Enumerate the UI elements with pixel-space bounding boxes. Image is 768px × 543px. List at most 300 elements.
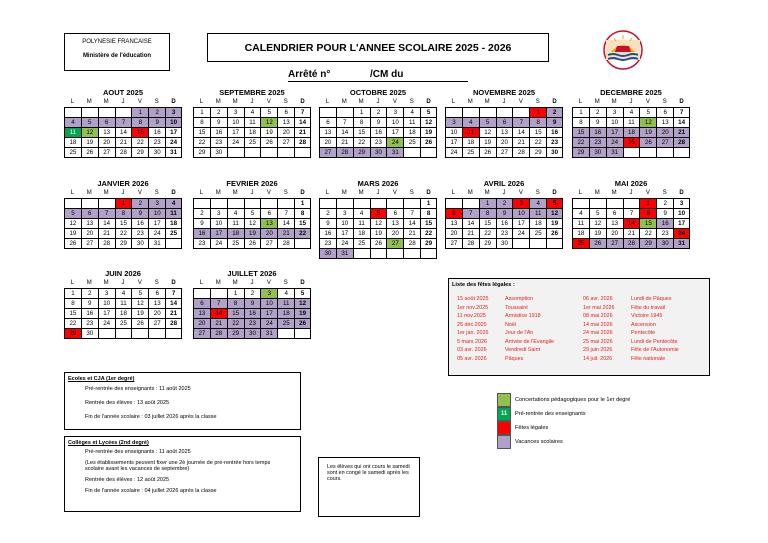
month-8 [445, 178, 563, 249]
empty-cell [227, 198, 244, 208]
day-cell: 20 [81, 228, 98, 238]
day-cell: 18 [115, 308, 132, 318]
day-cell: 3 [210, 208, 227, 218]
weekday-header: D [171, 99, 176, 105]
day-cell: 30 [656, 238, 673, 249]
day-cell: 20 [496, 137, 513, 147]
weekday-header: D [552, 190, 557, 196]
fete-name: Pâques [505, 355, 524, 362]
empty-cell [244, 198, 261, 208]
day-cell: 21 [98, 228, 115, 238]
fete-date: 03 avr. 2026 [457, 347, 487, 353]
weekday-header: M [215, 190, 221, 196]
empty-cell [529, 238, 546, 249]
day-cell: 26 [589, 238, 606, 249]
weekday-header: M [594, 99, 600, 105]
day-cell: 27 [148, 318, 165, 328]
day-cell: 6 [277, 107, 294, 117]
arrete-label: Arrêté n° [288, 69, 331, 80]
empty-cell [403, 147, 420, 158]
empty-cell [98, 107, 115, 117]
weekday-header: D [679, 190, 684, 196]
weekday-header: M [232, 190, 238, 196]
empty-cell [165, 238, 182, 249]
day-cell: 4 [403, 107, 420, 117]
day-cell: 10 [227, 117, 244, 127]
empty-cell [277, 328, 294, 339]
fetes-left-names [505, 295, 554, 363]
day-cell: 1 [193, 107, 210, 117]
day-cell: 13 [148, 298, 165, 308]
day-cell: 16 [656, 218, 673, 228]
fete-name: Noël [505, 321, 517, 328]
day-cell: 13 [656, 117, 673, 127]
day-cell: 4 [165, 198, 182, 208]
day-cell: 12 [131, 298, 148, 308]
day-cell: 21 [673, 127, 690, 137]
day-cell: 19 [546, 218, 563, 228]
empty-cell [639, 147, 656, 158]
day-cell: 25 [244, 137, 261, 147]
day-cell: 22 [529, 137, 546, 147]
day-cell: 29 [353, 147, 370, 158]
day-cell: 22 [479, 228, 496, 238]
day-cell: 1 [64, 288, 81, 298]
day-cell: 27 [319, 147, 336, 158]
day-cell: 25 [572, 238, 589, 249]
day-cell: 7 [277, 208, 294, 218]
empty-cell [294, 147, 311, 158]
day-cell: 25 [277, 318, 294, 328]
day-cell: 28 [623, 238, 640, 249]
day-cell: 20 [656, 127, 673, 137]
day-cell: 13 [260, 218, 277, 228]
day-cell: 30 [81, 328, 98, 339]
day-cell: 23 [148, 137, 165, 147]
day-cell: 1 [353, 107, 370, 117]
day-cell: 18 [277, 308, 294, 318]
samedi-box [318, 457, 420, 517]
day-cell: 16 [244, 308, 261, 318]
day-cell: 23 [81, 318, 98, 328]
day-cell: 3 [386, 107, 403, 117]
day-cell: 30 [210, 147, 227, 158]
day-cell: 17 [673, 218, 690, 228]
day-cell: 4 [353, 208, 370, 218]
day-cell: 13 [193, 308, 210, 318]
weekday-header: M [341, 99, 347, 105]
month-name: JUILLET 2026 [227, 269, 277, 278]
weekday-header: D [300, 190, 305, 196]
day-cell: 23 [193, 238, 210, 249]
day-cell: 14 [165, 298, 182, 308]
empty-cell [606, 198, 623, 208]
day-cell: 28 [336, 147, 353, 158]
day-cell: 5 [639, 107, 656, 117]
day-cell: 3 [512, 198, 529, 208]
month-10 [64, 268, 182, 339]
day-cell: 28 [462, 238, 479, 249]
day-cell: 30 [148, 147, 165, 158]
day-cell: 7 [165, 288, 182, 298]
day-cell: 23 [589, 137, 606, 147]
day-cell: 29 [131, 147, 148, 158]
day-cell: 7 [210, 298, 227, 308]
day-cell: 24 [260, 318, 277, 328]
fete-date: 24 mai 2026 [583, 330, 613, 336]
page-title: CALENDRIER POUR L'ANNEE SCOLAIRE 2025 - 2026 [207, 33, 549, 62]
day-cell: 13 [319, 127, 336, 137]
day-cell: 26 [260, 137, 277, 147]
day-cell: 17 [336, 228, 353, 238]
day-cell: 12 [244, 218, 261, 228]
day-cell: 19 [244, 228, 261, 238]
day-cell: 30 [589, 147, 606, 158]
empty-cell [462, 107, 479, 117]
weekday-header: L [70, 99, 75, 105]
day-cell: 28 [210, 328, 227, 339]
day-cell: 23 [546, 137, 563, 147]
weekday-header: M [341, 190, 347, 196]
month-name: DECEMBRE 2025 [600, 88, 662, 97]
day-cell: 20 [193, 318, 210, 328]
day-cell: 7 [512, 117, 529, 127]
fetes-legales-box [448, 278, 710, 376]
day-cell: 19 [260, 127, 277, 137]
fete-date: 11 nov.2025 [457, 313, 486, 319]
empty-cell [386, 198, 403, 208]
empty-cell [244, 147, 261, 158]
day-cell: 17 [210, 228, 227, 238]
empty-cell [148, 328, 165, 339]
day-cell: 23 [319, 238, 336, 248]
weekday-header: V [137, 190, 142, 196]
day-cell: 30 [370, 147, 387, 158]
day-cell: 8 [353, 117, 370, 127]
empty-cell [260, 198, 277, 208]
day-cell: 6 [386, 208, 403, 218]
day-cell: 22 [420, 228, 437, 238]
weekday-header: S [283, 280, 288, 286]
day-cell: 2 [656, 198, 673, 208]
day-cell: 6 [445, 208, 462, 218]
weekday-header: D [300, 99, 305, 105]
day-cell: 10 [445, 127, 462, 137]
day-cell: 25 [115, 318, 132, 328]
month-grid [319, 189, 437, 259]
day-cell: 3 [148, 198, 165, 208]
day-cell: 6 [496, 117, 513, 127]
empty-cell [353, 248, 370, 259]
fete-name: Fête du travail [631, 304, 666, 311]
day-cell: 14 [277, 218, 294, 228]
day-cell: 11 [623, 117, 640, 127]
day-cell: 20 [260, 228, 277, 238]
day-cell: 17 [445, 137, 462, 147]
day-cell: 16 [81, 308, 98, 318]
day-cell: 11 [529, 208, 546, 218]
month-name: MARS 2026 [357, 179, 399, 188]
day-cell: 8 [639, 208, 656, 218]
empty-cell [165, 328, 182, 339]
weekday-header: D [552, 99, 557, 105]
day-cell: 11 [244, 117, 261, 127]
weekday-header: J [121, 99, 125, 105]
day-cell: 1 [639, 198, 656, 208]
day-cell: 1 [115, 198, 132, 208]
legend-concertation-label: Concertations pédagogiques pour le 1er degré [515, 397, 631, 403]
legend-prerentree [497, 407, 657, 421]
day-cell: 13 [606, 218, 623, 228]
month-name: OCTOBRE 2025 [349, 88, 407, 97]
weekday-header: M [484, 99, 490, 105]
day-cell: 6 [606, 208, 623, 218]
day-cell: 5 [131, 288, 148, 298]
day-cell: 23 [496, 228, 513, 238]
empty-cell [210, 288, 227, 298]
day-cell: 20 [445, 228, 462, 238]
day-cell: 9 [148, 117, 165, 127]
month-grid [319, 98, 437, 158]
weekday-header: M [215, 99, 221, 105]
day-cell: 12 [589, 218, 606, 228]
day-cell: 2 [370, 107, 387, 117]
fete-name: Ascension [631, 321, 656, 328]
day-cell: 27 [606, 238, 623, 249]
empty-cell [512, 107, 529, 117]
day-cell: 25 [529, 228, 546, 238]
day-cell: 2 [589, 107, 606, 117]
day-cell: 13 [277, 117, 294, 127]
day-cell: 20 [98, 137, 115, 147]
empty-cell [131, 328, 148, 339]
day-cell: 3 [673, 198, 690, 208]
day-cell: 17 [165, 127, 182, 137]
day-cell: 28 [673, 137, 690, 147]
day-cell: 3 [260, 288, 277, 298]
day-cell: 5 [589, 208, 606, 218]
day-cell: 15 [294, 218, 311, 228]
day-cell: 10 [673, 208, 690, 218]
month-grid [193, 189, 311, 249]
ecoles-title: Ecoles et CJA (1er degré) [68, 376, 135, 382]
weekday-header: L [199, 190, 204, 196]
weekday-header: S [535, 99, 540, 105]
weekday-header: M [86, 99, 92, 105]
day-cell: 15 [420, 218, 437, 228]
day-cell: 17 [148, 218, 165, 228]
day-cell: 7 [115, 117, 132, 127]
day-cell: 21 [512, 137, 529, 147]
fete-date: 25 déc.2025 [457, 321, 487, 328]
weekday-header: M [467, 190, 473, 196]
day-cell: 7 [98, 208, 115, 218]
empty-cell [656, 147, 673, 158]
day-cell: 18 [227, 228, 244, 238]
weekday-header: S [154, 190, 159, 196]
month-name: JUIN 2026 [105, 269, 141, 278]
day-cell: 26 [81, 147, 98, 158]
day-cell: 24 [227, 137, 244, 147]
empty-cell [319, 198, 336, 208]
weekday-header: V [645, 99, 650, 105]
weekday-header: L [451, 99, 456, 105]
day-cell: 20 [606, 228, 623, 238]
day-cell: 29 [529, 147, 546, 158]
day-cell: 2 [193, 208, 210, 218]
day-cell: 9 [546, 117, 563, 127]
day-cell: 15 [572, 127, 589, 137]
day-cell: 23 [656, 228, 673, 238]
day-cell: 16 [370, 127, 387, 137]
day-cell: 11 [462, 127, 479, 137]
day-cell: 24 [673, 228, 690, 238]
empty-cell [420, 147, 437, 158]
fete-date: 29 juin 2026 [583, 347, 613, 353]
month-1 [193, 87, 311, 158]
day-cell: 15 [227, 308, 244, 318]
day-cell: 23 [370, 137, 387, 147]
day-cell: 12 [370, 218, 387, 228]
day-cell: 25 [227, 238, 244, 249]
day-cell: 27 [496, 147, 513, 158]
day-cell: 11 [353, 218, 370, 228]
month-5 [64, 178, 182, 249]
day-cell: 8 [64, 298, 81, 308]
weekday-header: S [409, 99, 414, 105]
day-cell: 10 [606, 117, 623, 127]
day-cell: 27 [98, 147, 115, 158]
day-cell: 25 [623, 137, 640, 147]
weekday-header: J [121, 190, 125, 196]
empty-cell [98, 328, 115, 339]
day-cell: 6 [98, 117, 115, 127]
day-cell: 27 [445, 238, 462, 249]
day-cell: 18 [623, 127, 640, 137]
day-cell: 5 [479, 117, 496, 127]
fete-name: Toussaint [505, 304, 528, 311]
day-cell: 15 [193, 127, 210, 137]
empty-cell [496, 107, 513, 117]
day-cell: 27 [193, 328, 210, 339]
arrete-line [288, 69, 468, 82]
weekday-header: L [199, 280, 204, 286]
ecoles-box [64, 372, 301, 430]
weekday-header: J [629, 99, 633, 105]
day-cell: 27 [277, 137, 294, 147]
day-cell: 4 [572, 208, 589, 218]
day-cell: 31 [386, 147, 403, 158]
weekday-header: D [679, 99, 684, 105]
day-cell: 5 [370, 208, 387, 218]
fete-date: 06 avr. 2026 [583, 296, 613, 302]
weekday-header: J [121, 280, 125, 286]
empty-cell [370, 198, 387, 208]
fetes-swatch [497, 421, 511, 435]
day-cell: 10 [210, 218, 227, 228]
day-cell: 1 [479, 198, 496, 208]
day-cell: 4 [64, 117, 81, 127]
fete-name: Lundi de Pâques [631, 296, 672, 302]
weekday-header: V [392, 99, 397, 105]
day-cell: 7 [336, 117, 353, 127]
weekday-header: J [502, 99, 506, 105]
day-cell: 3 [336, 208, 353, 218]
month-grid [64, 189, 182, 249]
day-cell: 27 [260, 238, 277, 249]
day-cell: 12 [294, 298, 311, 308]
weekday-header: M [232, 99, 238, 105]
day-cell: 21 [294, 127, 311, 137]
weekday-header: D [426, 190, 431, 196]
day-cell: 18 [244, 127, 261, 137]
day-cell: 15 [115, 218, 132, 228]
day-cell: 31 [148, 238, 165, 249]
day-cell: 10 [165, 117, 182, 127]
fete-date: 14 juil. 2026 [583, 355, 613, 362]
day-cell: 23 [131, 228, 148, 238]
day-cell: 9 [210, 117, 227, 127]
day-cell: 5 [81, 117, 98, 127]
day-cell: 3 [98, 288, 115, 298]
day-cell: 26 [294, 318, 311, 328]
day-cell: 4 [227, 208, 244, 218]
month-name: SEPTEMBRE 2025 [219, 88, 285, 97]
day-cell: 1 [227, 288, 244, 298]
day-cell: 14 [294, 117, 311, 127]
day-cell: 16 [589, 127, 606, 137]
empty-cell [546, 238, 563, 249]
day-cell: 2 [148, 107, 165, 117]
fete-date: 1er mai 2026 [583, 304, 615, 311]
day-cell: 2 [546, 107, 563, 117]
day-cell: 29 [115, 238, 132, 249]
day-cell: 18 [64, 137, 81, 147]
empty-cell [353, 198, 370, 208]
legend-vacances-label: Vacances scolaires [515, 439, 563, 445]
day-cell: 21 [165, 308, 182, 318]
day-cell: 28 [512, 147, 529, 158]
weekday-header: M [103, 99, 109, 105]
day-cell: 14 [210, 308, 227, 318]
weekday-header: M [103, 190, 109, 196]
day-cell: 21 [115, 137, 132, 147]
day-cell: 5 [294, 288, 311, 298]
day-cell: 16 [210, 127, 227, 137]
day-cell: 28 [115, 147, 132, 158]
day-cell: 16 [496, 218, 513, 228]
day-cell: 14 [462, 218, 479, 228]
day-cell: 24 [336, 238, 353, 248]
day-cell: 5 [260, 107, 277, 117]
day-cell: 26 [244, 238, 261, 249]
day-cell: 29 [420, 238, 437, 248]
month-7 [319, 178, 437, 259]
day-cell: 6 [81, 208, 98, 218]
day-cell: 27 [81, 238, 98, 249]
day-cell: 25 [403, 137, 420, 147]
month-2 [319, 87, 437, 158]
day-cell: 7 [462, 208, 479, 218]
colleges-note: (Les établissements peuvent fixer une 2è journée de pré-rentrée hors temps scolaire avant les vacances de septembre) [85, 460, 271, 472]
day-cell: 31 [606, 147, 623, 158]
month-11 [193, 268, 311, 339]
day-cell: 24 [445, 147, 462, 158]
empty-cell [115, 107, 132, 117]
polynesia-emblem-icon [603, 30, 643, 70]
vacances-swatch [497, 435, 511, 449]
day-cell: 21 [336, 137, 353, 147]
